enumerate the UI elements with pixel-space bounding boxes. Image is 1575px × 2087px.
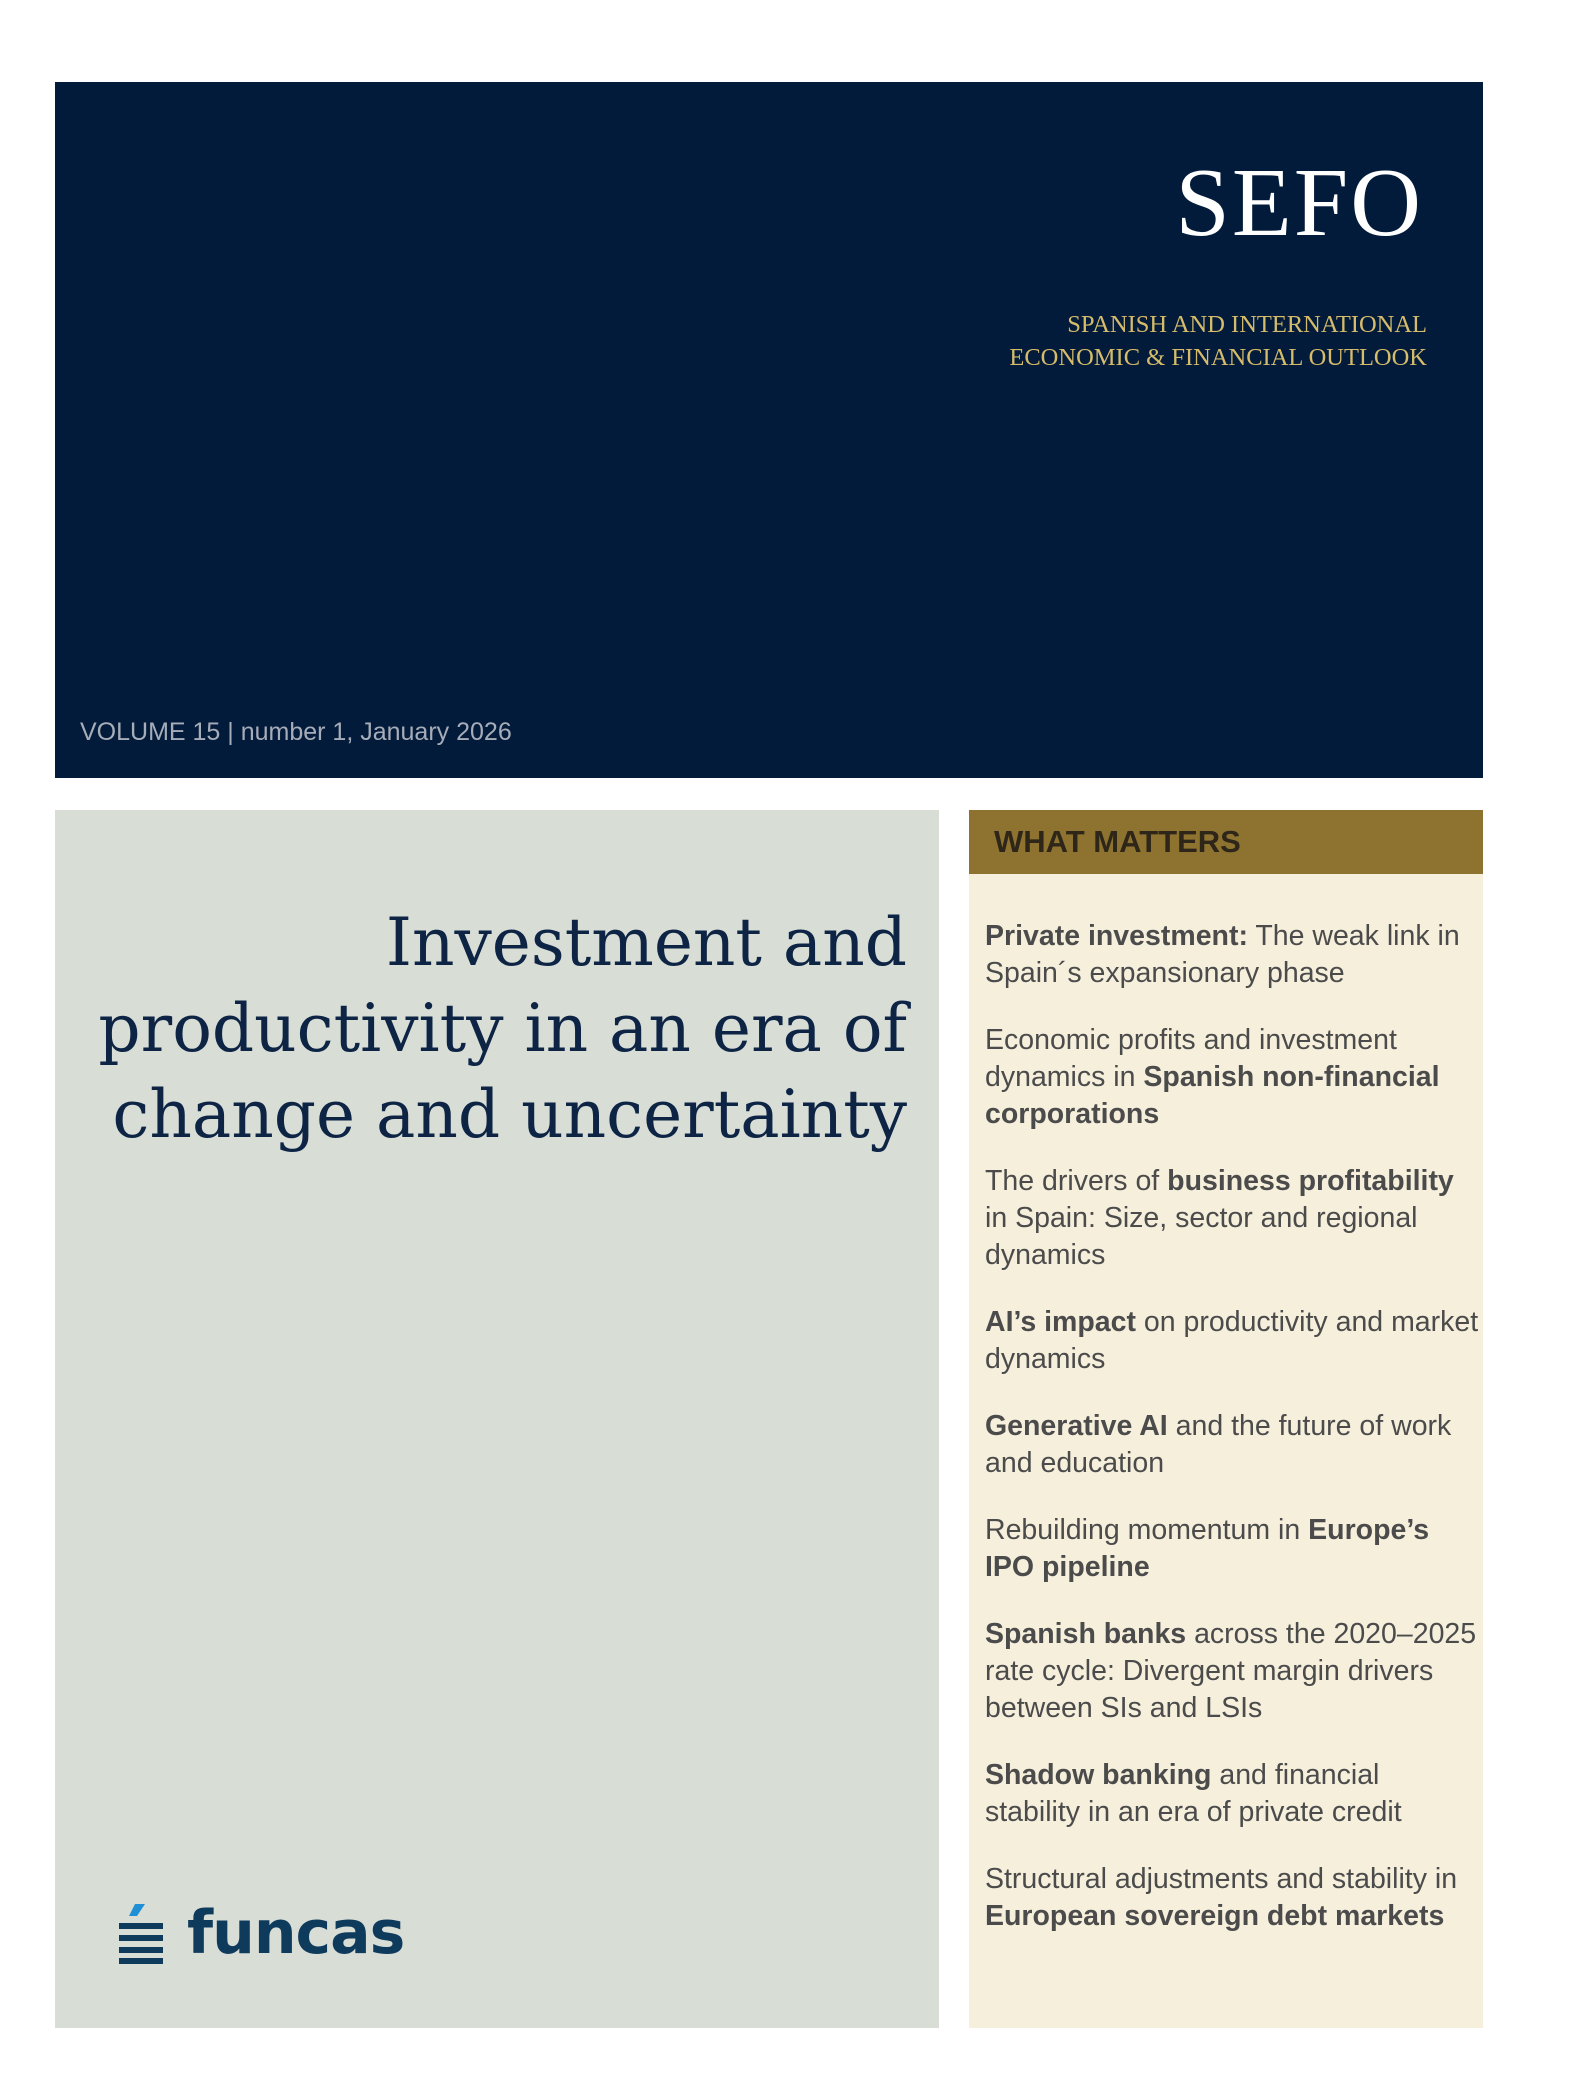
topic-text: and the future of work and education <box>985 1410 1452 1479</box>
topic-highlight: Spanish non-financial corporations <box>985 1061 1440 1130</box>
topic-highlight: European sovereign debt markets <box>985 1900 1445 1932</box>
subtitle-line: ECONOMIC & FINANCIAL OUTLOOK <box>1009 344 1427 371</box>
issue-info: VOLUME 15 | number 1, January 2026 <box>80 718 512 746</box>
topic-highlight: Europe’s IPO pipeline <box>985 1514 1430 1583</box>
funcas-logo <box>117 1900 404 1966</box>
topic-text: across the 2020–2025 rate cycle: Divergent margin drivers between SIs and LSIs <box>985 1618 1477 1724</box>
masthead-title: SEFO <box>1175 149 1423 257</box>
topic-highlight: Shadow banking <box>985 1759 1212 1791</box>
topic-item <box>985 1757 1480 1831</box>
topic-item <box>985 1163 1480 1274</box>
cover-title-line: change and uncertainty <box>112 1076 907 1153</box>
publication-subtitle <box>1009 308 1427 374</box>
topic-item <box>985 1861 1480 1935</box>
topic-item <box>985 1022 1480 1133</box>
topic-item <box>985 918 1480 992</box>
topic-highlight: AI’s impact <box>985 1306 1136 1338</box>
cover-main-panel <box>55 810 939 2028</box>
what-matters-heading: WHAT MATTERS <box>994 824 1241 859</box>
topic-highlight: Private investment: <box>985 920 1248 952</box>
topic-highlight: Spanish banks <box>985 1618 1187 1650</box>
topic-text: and financial stability in an era of private credit <box>985 1759 1402 1828</box>
topic-list <box>985 918 1480 1965</box>
topic-item <box>985 1304 1480 1378</box>
topic-highlight: Generative AI <box>985 1410 1168 1442</box>
topic-text: Structural adjustments and stability in <box>985 1863 1458 1895</box>
what-matters-header <box>969 810 1483 874</box>
cover-title <box>87 900 907 1158</box>
cover-title-line: productivity in an era of <box>98 990 907 1067</box>
what-matters-panel <box>969 810 1483 2028</box>
topic-item <box>985 1616 1480 1727</box>
topic-text: The drivers of <box>985 1165 1168 1197</box>
topic-text: on productivity and market dynamics <box>985 1306 1479 1375</box>
topic-text: in Spain: Size, sector and regional dynamics <box>985 1202 1418 1271</box>
header-panel <box>55 82 1483 778</box>
topic-highlight: business profitability <box>1167 1165 1454 1197</box>
topic-text: Economic profits and investment dynamics in <box>985 1024 1397 1093</box>
funcas-logo-text: funcas <box>187 1898 405 1968</box>
topic-item <box>985 1408 1480 1482</box>
funcas-logo-icon <box>117 1902 165 1964</box>
topic-text: Rebuilding momentum in <box>985 1514 1309 1546</box>
cover-title-line: Investment and <box>385 904 907 981</box>
topic-text: The weak link in Spain´s expansionary phase <box>985 920 1460 989</box>
subtitle-line: SPANISH AND INTERNATIONAL <box>1067 311 1427 338</box>
topic-item <box>985 1512 1480 1586</box>
